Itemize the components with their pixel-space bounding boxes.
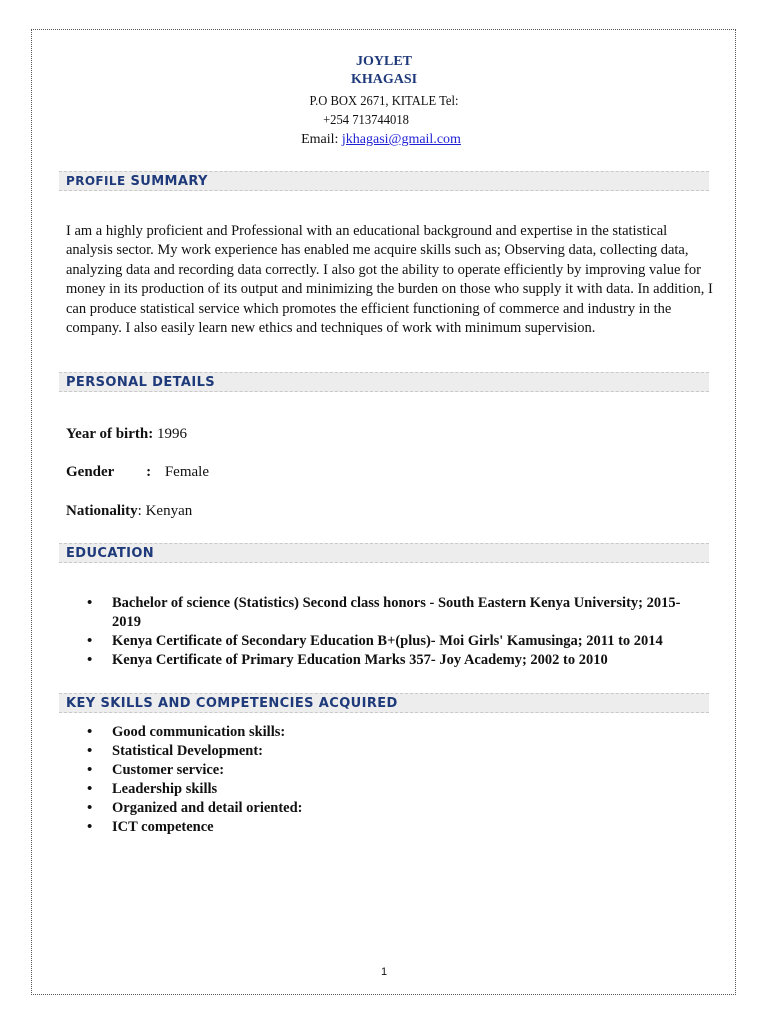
personal-details-title: PERSONAL DETAILS bbox=[66, 375, 216, 390]
email-link[interactable]: jkhagasi@gmail.com bbox=[341, 132, 461, 147]
profile-summary-text: I am a highly proficient and Professional with an educational background and expertise in the statistical analysis sector. My work experience has enabled me acquire skills such as; Observing data, collecting data, analyzing data and recording data correctly. I also got the ability to operate efficiently by improving value for money in its production of its output and minimizing the burden on those who supply it with data. In addition, I can produce statistical service which promotes the efficient functioning of commerce and industry in the company. I also easily learn new ethics and techniques of work with minimum supervision. bbox=[66, 223, 713, 337]
phone-line: +254 713744018 bbox=[323, 113, 409, 128]
skill-item: • Customer service: bbox=[66, 761, 706, 780]
education-item: • Kenya Certificate of Secondary Education B+(plus)- Moi Girls' Kamusinga; 2011 to 2014 bbox=[66, 632, 706, 651]
education-list bbox=[66, 594, 706, 670]
skills-list bbox=[66, 723, 706, 837]
profile-summary-title: PROFILE SUMMARY bbox=[66, 174, 208, 189]
gender-separator: : bbox=[146, 464, 152, 480]
first-name: JOYLET bbox=[355, 54, 412, 69]
year-of-birth-value: 1996 bbox=[156, 426, 187, 442]
nationality bbox=[66, 501, 192, 521]
email-label: Email: bbox=[301, 132, 339, 147]
year-of-birth-label: Year of birth: bbox=[66, 426, 154, 442]
education-header bbox=[59, 543, 709, 563]
nationality-label: Nationality bbox=[66, 503, 138, 519]
page-number: 1 bbox=[380, 966, 388, 978]
gender-value: Female bbox=[164, 464, 209, 480]
skill-item: • Leadership skills bbox=[66, 780, 706, 799]
skill-item: • Organized and detail oriented: bbox=[66, 799, 706, 818]
key-skills-title: KEY SKILLS AND COMPETENCIES ACQUIRED bbox=[66, 696, 398, 711]
address-line: P.O BOX 2671, KITALE Tel: bbox=[309, 94, 459, 109]
skill-item: • Statistical Development: bbox=[66, 742, 706, 761]
gender bbox=[66, 462, 209, 482]
skill-item: • ICT competence bbox=[66, 818, 706, 837]
year-of-birth bbox=[66, 424, 187, 444]
gender-label: Gender bbox=[66, 464, 115, 480]
personal-details-header bbox=[59, 372, 709, 392]
last-name: KHAGASI bbox=[350, 72, 418, 87]
nationality-value: : Kenyan bbox=[137, 503, 193, 519]
email-line bbox=[0, 130, 765, 149]
skill-item: • Good communication skills: bbox=[66, 723, 706, 742]
education-title: EDUCATION bbox=[66, 546, 155, 561]
key-skills-header bbox=[59, 693, 709, 713]
profile-summary-header bbox=[59, 171, 709, 191]
education-item: • Kenya Certificate of Primary Education Marks 357- Joy Academy; 2002 to 2010 bbox=[66, 651, 706, 670]
education-item: • Bachelor of science (Statistics) Second class honors - South Eastern Kenya University; 2015-2019 bbox=[66, 594, 706, 632]
